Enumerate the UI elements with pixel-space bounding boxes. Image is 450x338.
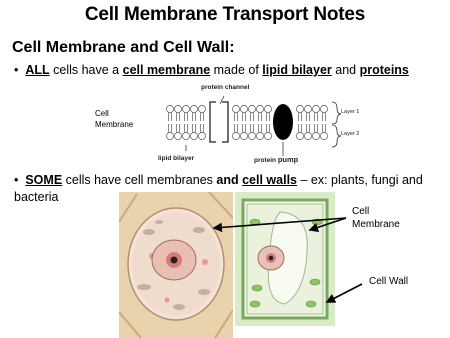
label-line: Membrane — [352, 219, 400, 230]
keyword-proteins: proteins — [359, 63, 409, 77]
text: and — [331, 63, 360, 77]
keyword-cell-walls: cell walls — [242, 173, 298, 187]
label-layer-1: Layer 1 — [341, 109, 360, 115]
label-cell-wall: Cell Wall — [369, 276, 409, 287]
keyword-lipid-bilayer: lipid bilayer — [262, 63, 332, 77]
label-cell-membrane — [352, 205, 400, 231]
page-title: Cell Membrane Transport Notes — [84, 4, 366, 25]
keyword-and: and — [216, 173, 239, 187]
label-layer-2: Layer 2 — [341, 131, 360, 137]
label-line: Cell — [95, 109, 109, 118]
keyword-some: SOME — [25, 173, 63, 187]
text: protein — [254, 157, 278, 164]
text: cells have a — [49, 63, 123, 77]
label-line: Cell — [352, 206, 370, 217]
text: made of — [210, 63, 263, 77]
text: cells have cell membranes — [62, 173, 217, 187]
label-protein-channel: protein channel — [201, 84, 250, 91]
section-heading: Cell Membrane and Cell Wall: — [12, 39, 235, 56]
text: – ex: plants, fungi and bacteria — [14, 173, 423, 204]
bullet-marker: • — [14, 63, 19, 77]
label-lipid-bilayer: lipid bilayer — [158, 155, 195, 162]
arrow-cell-wall — [327, 284, 362, 302]
keyword-cell-membrane: cell membrane — [122, 63, 211, 77]
arrow-membrane-animal — [214, 218, 346, 228]
keyword-all: ALL — [25, 63, 50, 77]
label-line: Membrane — [95, 120, 134, 129]
text: pump — [277, 155, 299, 164]
bullet-marker: • — [14, 173, 19, 187]
